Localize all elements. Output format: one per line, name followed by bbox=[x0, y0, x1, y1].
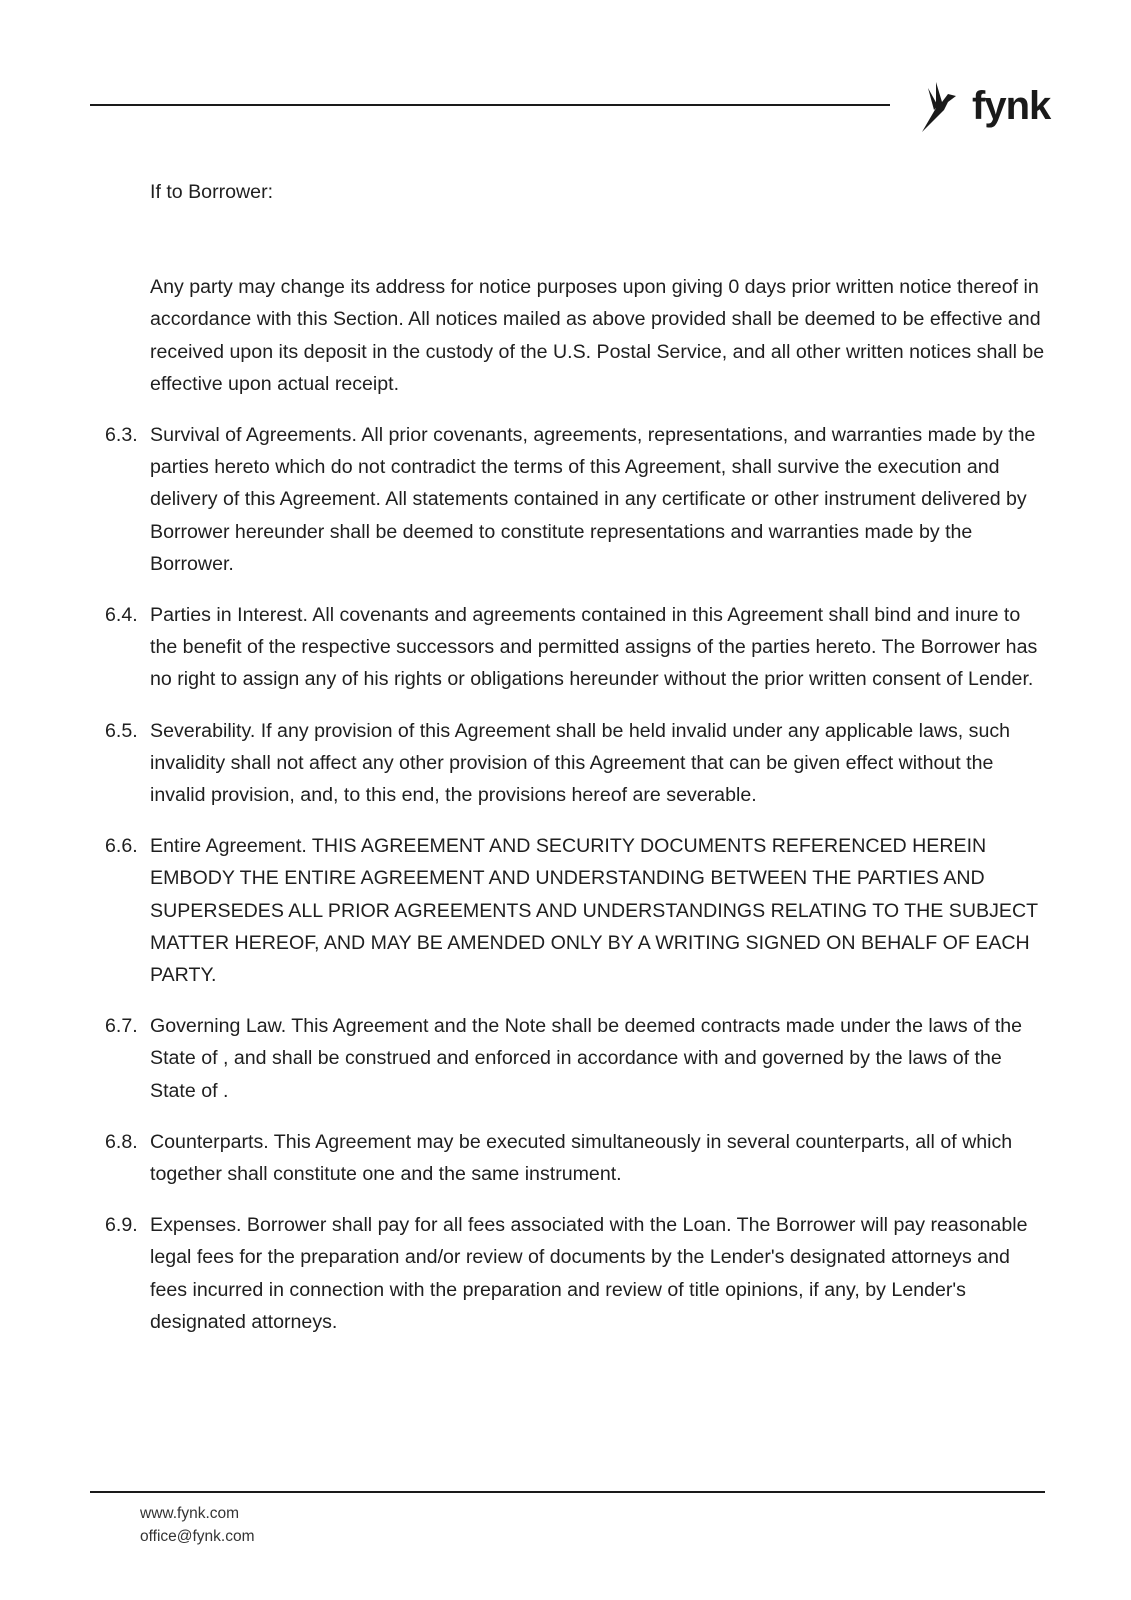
clause-6-4 bbox=[105, 599, 1050, 696]
clause-6-9 bbox=[105, 1209, 1050, 1338]
brand-name: fynk bbox=[972, 84, 1051, 128]
clause-text: Counterparts. This Agreement may be executed simultaneously in several counterparts, all of which together shall constitute one and the same instrument. bbox=[150, 1130, 1013, 1186]
clause-text: Governing Law. This Agreement and the Note shall be deemed contracts made under the laws of the State of , and shall be construed and enforced in accordance with and governed by the laws of the State of . bbox=[150, 1015, 1023, 1102]
footer bbox=[140, 1502, 255, 1548]
header-divider bbox=[90, 104, 890, 106]
clause-number: 6.8. bbox=[105, 1130, 138, 1153]
clause-text: Expenses. Borrower shall pay for all fees associated with the Loan. The Borrower will pay reasonable legal fees for the preparation and/or review of documents by the Lender's designated attorneys and fees incurred in connection with the preparation and review of title opinions, if any, by Lender's designated attorneys. bbox=[150, 1214, 1028, 1333]
bird-logo-icon bbox=[918, 80, 966, 134]
clause-number: 6.6. bbox=[105, 835, 138, 858]
clause-text: Parties in Interest. All covenants and agreements contained in this Agreement shall bind and inure to the benefit of the respective successors and permitted assigns of the parties hereto. The Borrower has no right to assign any of his rights or obligations hereunder without the prior written consent of Lender. bbox=[150, 604, 1038, 691]
clause-text: Survival of Agreements. All prior covenants, agreements, representations, and warranties made by the parties hereto which do not contradict the terms of this Agreement, shall survive the execution and delivery of this Agreement. All statements contained in any certificate or other instrument delivered by Borrower hereunder shall be deemed to constitute representations and warranties made by the Borrower. bbox=[150, 424, 1036, 575]
clause-number: 6.3. bbox=[105, 424, 138, 447]
footer-divider bbox=[90, 1491, 1045, 1493]
notice-paragraph: Any party may change its address for notice purposes upon giving 0 days prior written notice thereof in accordance with this Section. All notices mailed as above provided shall be deemed to be effective and received upon its deposit in the custody of the U.S. Postal Service, and all other written notices shall be effective upon actual receipt. bbox=[150, 276, 1045, 395]
borrower-address-heading: If to Borrower: bbox=[150, 181, 274, 203]
clause-text: Severability. If any provision of this Agreement shall be held invalid under any applicable laws, such invalidity shall not affect any other provision of this Agreement that can be given effect without the invalid provision, and, to this end, the provisions hereof are severable. bbox=[150, 719, 1011, 807]
clause-number: 6.7. bbox=[105, 1015, 138, 1038]
clause-number: 6.5. bbox=[105, 719, 138, 742]
clause-6-3 bbox=[105, 419, 1050, 580]
clause-text: Entire Agreement. THIS AGREEMENT AND SECURITY DOCUMENTS REFERENCED HEREIN EMBODY THE ENTIRE AGREEMENT AND UNDERSTANDING BETWEEN THE PARTIES AND SUPERSEDES ALL PRIOR AGREEMENTS AND UNDERSTANDINGS RELATING TO THE SUBJECT MATTER HEREOF, AND MAY BE AMENDED ONLY BY A WRITING SIGNED ON BEHALF OF EACH PARTY. bbox=[150, 835, 1038, 987]
clause-6-7 bbox=[105, 1010, 1050, 1107]
clause-number: 6.4. bbox=[105, 604, 138, 627]
clause-6-6 bbox=[105, 830, 1050, 991]
footer-website-link[interactable]: www.fynk.com bbox=[140, 1505, 240, 1522]
footer-email-link[interactable]: office@fynk.com bbox=[140, 1528, 255, 1545]
brand-logo bbox=[918, 80, 1058, 134]
clause-number: 6.9. bbox=[105, 1214, 138, 1237]
clause-6-8 bbox=[105, 1126, 1050, 1190]
document-body bbox=[105, 176, 1050, 1338]
clause-6-5 bbox=[105, 715, 1050, 812]
